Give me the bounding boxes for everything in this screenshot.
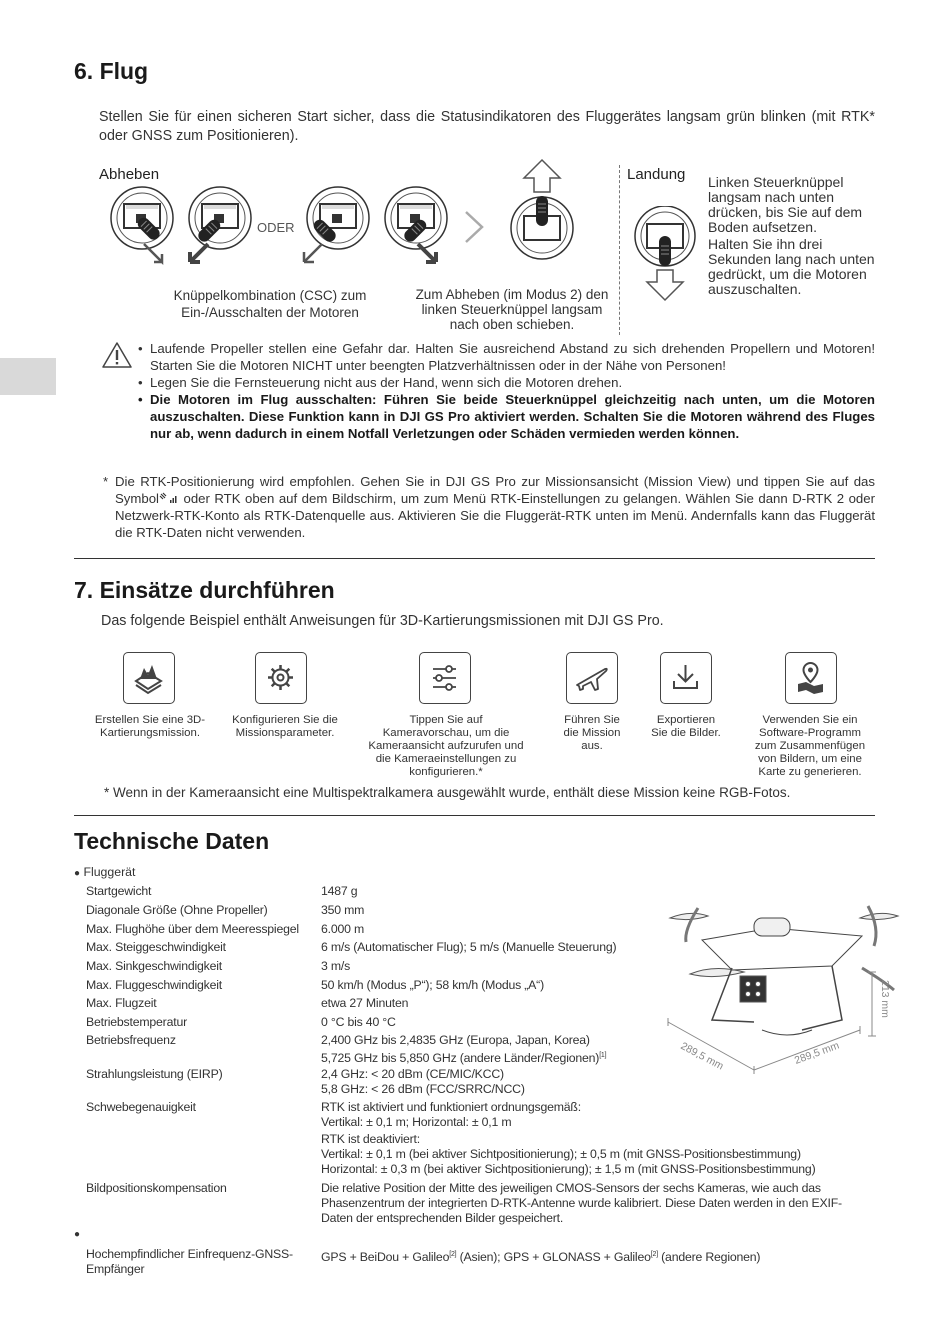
section-divider: [74, 815, 875, 816]
spec-key: Max. Steiggeschwindigkeit: [86, 940, 226, 954]
step-label: Konfigurieren Sie die Missionsparameter.: [232, 714, 338, 739]
section-heading-flug: 6. Flug: [74, 58, 149, 84]
download-icon: [660, 652, 712, 704]
rtk-footnote-part-a: Die RTK-Positionierung wird empfohlen. Gehen Sie in DJI GS Pro zur Missionsansicht (Mission View) und tippen Sie auf das Symbol: [115, 474, 875, 506]
step-label: Exportieren Sie die Bilder.: [651, 714, 721, 739]
dimension-label: 213 mm: [879, 980, 891, 1018]
landing-text-1: Linken Steuerknüppel langsam nach unten drücken, bis Sie auf dem Boden aufsetzen.: [708, 174, 863, 235]
spec-value-line: 2,400 GHz bis 2,4835 GHz (Europa, Japan, Korea): [321, 1033, 590, 1047]
section-divider: [74, 558, 875, 559]
landing-divider: [619, 165, 620, 335]
spec-value-line: 2,4 GHz: < 20 dBm (CE/MIC/KCC): [321, 1067, 504, 1081]
csc-illustration: [110, 186, 455, 272]
footnote-ref: [2]: [650, 1251, 658, 1258]
einsaetze-intro: Das folgende Beispiel enthält Anweisungen für 3D-Kartierungsmissionen mit DJI GS Pro.: [101, 613, 664, 629]
takeoff-label: Abheben: [99, 166, 160, 183]
step-label: Erstellen Sie eine 3D-Kartierungsmission.: [94, 714, 206, 739]
spec-value: Die relative Position der Mitte des jeweiligen CMOS-Sensors der sechs Kameras, wie auch das Phasenzentrum der integrierten D-RTK-Antenne wurde kalibriert. Diese Daten werden in den EXIF-Daten der entsprechenden Bilder gespeichert.: [321, 1181, 842, 1225]
spec-key: Betriebsfrequenz: [86, 1033, 176, 1047]
arrow-down-icon: [647, 270, 683, 300]
warning-item: • Laufende Propeller stellen eine Gefahr dar. Halten Sie ausreichend Abstand zu sich drehenden Propellern und Motoren! Starten Sie die Motoren NICHT unter beengten Platzverhältnissen oder in der Nähe von Personen!: [138, 340, 875, 374]
spec-value-line: Vertikal: ± 0,1 m; Horizontal: ± 0,1 m: [321, 1115, 512, 1129]
warning-item: • Die Motoren im Flug ausschalten: Führen Sie beide Steuerknüppel gleichzeitig nach unten, um die Motoren auszuschalten. Diese Funktion kann in DJI GS Pro aktiviert werden. Schalten Sie die Motoren während des Fluges nur ab, wenn dadurch in einem Notfall Verletzungen oder Schäden vermieden werden können.: [138, 391, 875, 442]
spec-key: Betriebstemperatur: [86, 1015, 187, 1029]
landing-stick-illustration: [633, 206, 697, 302]
dimension-label: 289,5 mm: [792, 1039, 841, 1067]
dimension-label: 289,5 mm: [678, 1040, 726, 1073]
warning-list: [138, 340, 875, 442]
spec-value-text: (Asien); GPS + GLONASS + Galileo: [456, 1250, 651, 1265]
takeoff-stick-illustration: [510, 158, 574, 268]
airplane-icon: [566, 652, 618, 704]
spec-key: Max. Flugzeit: [86, 996, 157, 1010]
warning-icon: [101, 341, 133, 369]
spec-value: [321, 1033, 641, 1066]
bullet-icon: ●: [74, 868, 81, 879]
section-heading-technische-daten: Technische Daten: [74, 828, 270, 854]
spec-value: [321, 1247, 861, 1265]
mission-footnote: * Wenn in der Kameraansicht eine Multispektralkamera ausgewählt wurde, enthält diese Mission keine RGB-Fotos.: [104, 785, 791, 800]
spec-value-text: 5,725 GHz bis 5,850 GHz (andere Länder/Regionen): [321, 1051, 600, 1066]
spec-value-line: 5,8 GHz: < 26 dBm (FCC/SRRC/NCC): [321, 1082, 525, 1096]
landing-text-2: Halten Sie ihn drei Sekunden lang nach unten gedrückt, um die Motoren auszuschalten.: [708, 236, 875, 297]
satellite-signal-icon: [159, 492, 179, 504]
spec-value: 6.000 m: [321, 922, 365, 936]
sliders-icon: [419, 652, 471, 704]
spec-key: Hochempfindlicher Einfrequenz-GNSS-Empfänger: [86, 1247, 293, 1276]
spec-key: Bildpositionskompensation: [86, 1181, 227, 1195]
spec-value-line: Vertikal: ± 0,1 m (bei aktiver Sichtpositionierung); ± 0,5 m (mit GNSS-Positionsbestimmung): [321, 1147, 801, 1161]
spec-value-text: GPS + BeiDou + Galileo: [321, 1250, 450, 1265]
spec-key: Max. Sinkgeschwindigkeit: [86, 959, 222, 973]
step-label: Verwenden Sie ein Software-Programm zum Zusammenfügen von Bildern, um eine Karte zu generieren.: [754, 714, 866, 778]
takeoff-caption: Zum Abheben (im Modus 2) den linken Steuerknüppel langsam nach oben schieben.: [415, 287, 609, 332]
spec-group-label: Fluggerät: [83, 865, 136, 879]
rtk-footnote-part-b: oder RTK oben auf dem Bildschirm, um zum Menü RTK-Einstellungen zu gelangen. Wählen Sie dann D-RTK 2 oder Netzwerk-RTK-Konto als RTK-Datenquelle aus. Aktivieren Sie die Fluggerät-RTK unten im Menü. Andernfalls kann das Fluggerät die RTK-Daten nicht verwenden.: [115, 491, 875, 540]
csc-combo-1: [111, 187, 173, 266]
spec-value: 1487 g: [321, 884, 358, 898]
flug-intro: Stellen Sie für einen sicheren Start sicher, dass die Statusindikatoren des Fluggerätes langsam grün blinken (mit RTK* oder GNSS zum Positionieren).: [99, 109, 875, 144]
arrow-up-icon: [524, 160, 560, 192]
csc-combo-4: [385, 187, 447, 262]
section-heading-einsaetze: 7. Einsätze durchführen: [74, 577, 335, 603]
footnote-ref: [1]: [599, 1052, 607, 1059]
bullet-icon: ●: [74, 1229, 81, 1240]
side-tab: [0, 358, 56, 395]
spec-key: Diagonale Größe (Ohne Propeller): [86, 903, 268, 917]
spec-value: 0 °C bis 40 °C: [321, 1015, 396, 1029]
spec-value: [321, 1100, 861, 1177]
spec-key: Max. Fluggeschwindigkeit: [86, 978, 222, 992]
warning-item: • Legen Sie die Fernsteuerung nicht aus der Hand, wenn sich die Motoren drehen.: [138, 374, 875, 391]
spec-key: Strahlungsleistung (EIRP): [86, 1067, 223, 1081]
spec-value-line: RTK ist deaktiviert:: [321, 1132, 420, 1146]
spec-key: Max. Flughöhe über dem Meeresspiegel: [86, 922, 299, 936]
footnote-ref: [2]: [449, 1251, 457, 1258]
spec-key: Schwebegenauigkeit: [86, 1100, 196, 1114]
spec-value: etwa 27 Minuten: [321, 996, 409, 1010]
map-mission-icon: [123, 652, 175, 704]
csc-caption: Knüppelkombination (CSC) zum Ein-/Ausschalten der Motoren: [173, 288, 367, 320]
spec-value-text: (andere Regionen): [657, 1250, 761, 1265]
spec-value: [321, 1067, 641, 1097]
spec-value: 50 km/h (Modus „P“); 58 km/h (Modus „A“): [321, 978, 544, 992]
oder-label: ODER: [257, 220, 295, 235]
drone-illustration: [662, 880, 902, 1090]
footnote-star: *: [103, 474, 109, 489]
csc-combo-3: [304, 187, 369, 262]
map-pin-icon: [785, 652, 837, 704]
spec-value-line: [321, 1048, 641, 1066]
spec-value-line: RTK ist aktiviert und funktioniert ordnungsgemäß:: [321, 1100, 581, 1114]
spec-value-line: Horizontal: ± 0,3 m (bei aktiver Sichtpositionierung); ± 1,5 m (mit GNSS-Positionsbestimmung): [321, 1162, 816, 1176]
chevron-right-icon: [462, 210, 486, 244]
spec-group-fluggeraet: [74, 865, 135, 879]
landing-label: Landung: [627, 166, 686, 183]
gear-icon: [255, 652, 307, 704]
spec-key: Startgewicht: [86, 884, 152, 898]
step-label: Tippen Sie auf Kameravorschau, um die Kameraansicht aufzurufen und die Kameraeinstellungen zu konfigurieren.*: [368, 714, 524, 778]
spec-value: 3 m/s: [321, 959, 351, 973]
rtk-footnote: [115, 473, 875, 541]
step-label: Führen Sie die Mission aus.: [563, 714, 621, 752]
spec-value: 350 mm: [321, 903, 365, 917]
spec-value: 6 m/s (Automatischer Flug); 5 m/s (Manuelle Steuerung): [321, 940, 617, 954]
csc-combo-2: [189, 187, 251, 262]
